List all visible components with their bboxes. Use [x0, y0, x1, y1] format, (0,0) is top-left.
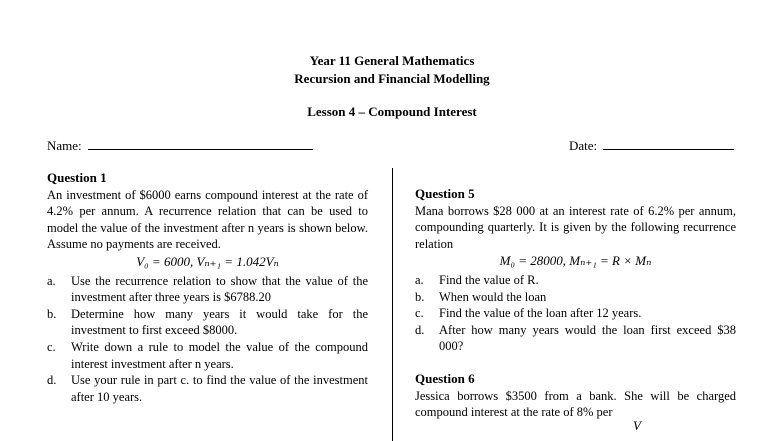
part-label: b. [47, 306, 57, 321]
part-label: d. [415, 322, 425, 337]
question-6-title: Question 6 [415, 370, 475, 386]
part-text: Use the recurrence relation to show that the value of the investment after three years is $6788.20 [71, 273, 368, 305]
topic-title: Recursion and Financial Modelling [294, 71, 490, 86]
question-1-part-b [47, 306, 368, 339]
question-5-part-c [415, 305, 736, 322]
question-1-title: Question 1 [47, 170, 107, 185]
column-divider [392, 168, 393, 441]
name-line[interactable] [88, 137, 313, 150]
part-label: a. [415, 272, 424, 287]
part-text: Determine how many years it would take for the investment to first exceed $8000. [71, 306, 368, 338]
part-label: c. [47, 339, 56, 354]
question-6-cut-line [415, 421, 736, 433]
date-label: Date: [569, 138, 598, 153]
part-label: d. [47, 373, 57, 388]
question-1-part-c [47, 339, 368, 372]
question-5-body: Mana borrows $28 000 at an interest rate of 6.2% per annum, compounding quarterly. It is given by the following recurrence relation [415, 203, 736, 251]
part-text: Use your rule in part c. to find the value of the investment after 10 years. [71, 373, 368, 404]
part-label: a. [47, 273, 56, 288]
part-text: Write down a rule to model the value of the compound interest investment after n years. [71, 339, 368, 371]
part-text: When would the loan [439, 289, 547, 304]
lesson-title: Lesson 4 – Compound Interest [307, 104, 477, 119]
name-field[interactable] [47, 137, 313, 154]
part-label: c. [415, 306, 424, 321]
part-label: b. [415, 289, 425, 304]
question-1-formula: V₀ = 6000, Vₙ₊₁ = 1.042Vₙ [136, 253, 279, 269]
course-title: Year 11 General Mathematics [309, 53, 475, 68]
part-text: Find the value of the loan after 12 years. [439, 306, 642, 321]
cut-formula-glyph: V [633, 420, 641, 433]
question-5-part-d [415, 322, 736, 355]
question-1-body: An investment of $6000 earns compound interest at the rate of 4.2% per annum. A recurrence relation that can be used to model the value of the investment after n years is shown below. Assume no payments are received. [47, 187, 368, 252]
question-1-part-a [47, 273, 368, 306]
part-text: After how many years would the loan first exceed $38 000? [439, 322, 736, 354]
question-5 [415, 186, 736, 433]
question-1-part-d [47, 372, 368, 405]
name-label: Name: [47, 138, 82, 153]
question-6-body: Jessica borrows $3500 from a bank. She will be charged compound interest at the rate of 8% per [415, 388, 736, 420]
date-field[interactable] [569, 137, 734, 154]
question-5-formula: M₀ = 28000, Mₙ₊₁ = R × Mₙ [499, 253, 652, 269]
part-text: Find the value of R. [439, 272, 539, 287]
question-5-part-b [415, 289, 736, 306]
date-line[interactable] [603, 137, 734, 150]
question-5-title: Question 5 [415, 186, 475, 201]
question-1 [47, 170, 368, 405]
question-5-part-a [415, 272, 736, 289]
